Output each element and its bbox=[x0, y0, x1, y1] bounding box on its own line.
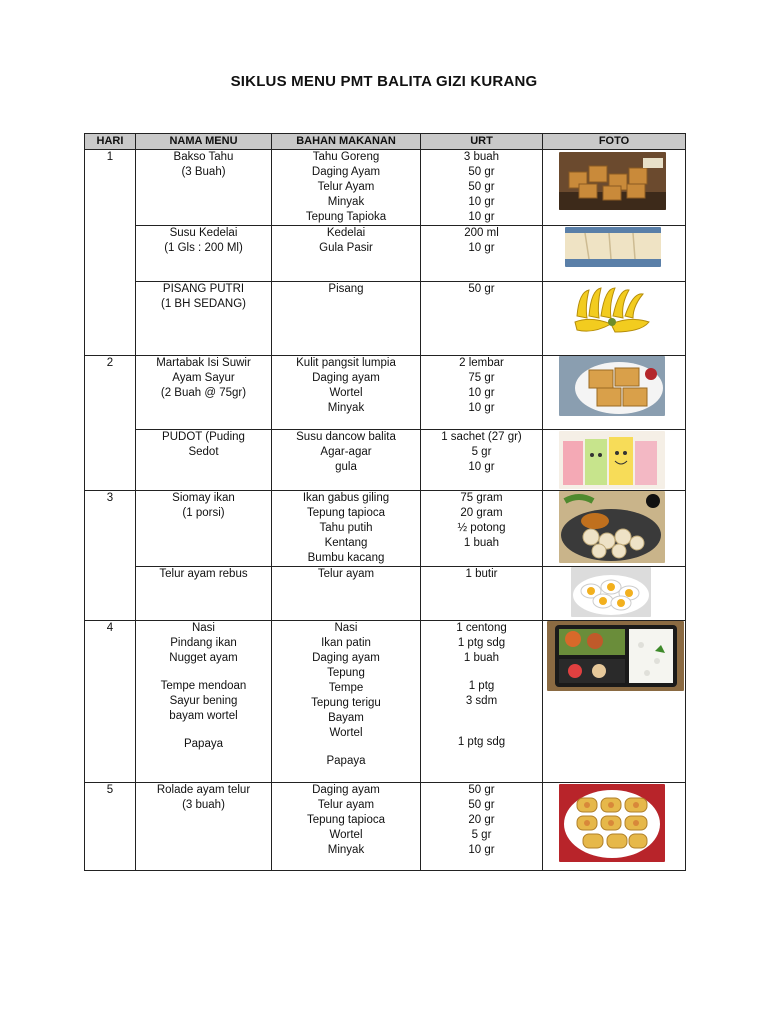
urt-cell bbox=[421, 491, 543, 567]
menu-name-line: Tempe mendoan bbox=[160, 680, 247, 692]
ingredient-line bbox=[274, 741, 418, 754]
urt-cell bbox=[421, 226, 543, 282]
ingredient-line: Telur ayam bbox=[317, 799, 375, 811]
menu-name-line: bayam wortel bbox=[169, 710, 238, 722]
urt-line: 1 sachet (27 gr) bbox=[441, 431, 522, 443]
ingredient-line: Daging ayam bbox=[312, 784, 380, 796]
menu-name-line: Telur ayam rebus bbox=[159, 568, 248, 580]
menu-name-line: Ayam Sayur bbox=[172, 372, 235, 384]
ingredient-line: Gula Pasir bbox=[319, 242, 373, 254]
urt-line: 1 ptg sdg bbox=[457, 637, 506, 649]
table-header-row bbox=[85, 134, 686, 150]
menu-name-line: (3 buah) bbox=[182, 799, 225, 811]
urt-line: 1 ptg sdg bbox=[457, 736, 506, 748]
urt-cell bbox=[421, 150, 543, 226]
menu-name-line: (2 Buah @ 75gr) bbox=[160, 387, 247, 399]
ingredient-line: Daging Ayam bbox=[311, 166, 381, 178]
ingredient-line: Wortel bbox=[329, 727, 363, 739]
ingredient-line: Bayam bbox=[328, 712, 364, 724]
ingredient-line: Tepung bbox=[327, 667, 365, 679]
ingredient-line: Susu dancow balita bbox=[296, 431, 396, 443]
ingredient-line: Tepung tapioca bbox=[306, 814, 385, 826]
photo-cell bbox=[543, 430, 686, 491]
photo-cell bbox=[543, 783, 686, 871]
urt-line: 10 gr bbox=[468, 461, 495, 473]
day-number: 5 bbox=[85, 783, 136, 871]
photo-cell bbox=[543, 621, 686, 783]
urt-line: 50 gr bbox=[468, 799, 495, 811]
urt-line bbox=[423, 666, 540, 679]
urt-line: 10 gr bbox=[468, 196, 495, 208]
menu-name-cell bbox=[136, 430, 272, 491]
menu-name-line: Susu Kedelai bbox=[169, 227, 238, 239]
urt-line: 5 gr bbox=[471, 829, 492, 841]
urt-line: 2 lembar bbox=[459, 357, 504, 369]
table-row bbox=[85, 282, 686, 356]
menu-name-line: (3 Buah) bbox=[181, 166, 226, 178]
ingredient-line: Tempe bbox=[328, 682, 364, 694]
ingredients-cell bbox=[272, 356, 421, 430]
menu-name-cell bbox=[136, 226, 272, 282]
menu-name-cell bbox=[136, 783, 272, 871]
urt-cell bbox=[421, 783, 543, 871]
photo-cell bbox=[543, 150, 686, 226]
table-row bbox=[85, 150, 686, 226]
fried-tofu-photo bbox=[559, 152, 666, 210]
ingredient-line: Minyak bbox=[327, 402, 365, 414]
ingredients-cell bbox=[272, 621, 421, 783]
table-row bbox=[85, 783, 686, 871]
urt-cell bbox=[421, 430, 543, 491]
day-number: 3 bbox=[85, 491, 136, 621]
ingredient-line: Telur ayam bbox=[317, 568, 375, 580]
urt-line: 10 gr bbox=[468, 844, 495, 856]
menu-name-line: Pindang ikan bbox=[170, 637, 237, 649]
menu-name-cell bbox=[136, 150, 272, 226]
menu-name-cell bbox=[136, 356, 272, 430]
bento-box-photo bbox=[547, 621, 684, 691]
rolade-photo bbox=[559, 784, 665, 862]
urt-line: 75 gr bbox=[468, 372, 495, 384]
ingredient-line: Telur Ayam bbox=[317, 181, 375, 193]
menu-name-line bbox=[138, 666, 269, 679]
menu-name-line: Bakso Tahu bbox=[173, 151, 234, 163]
ingredient-line: Papaya bbox=[326, 755, 366, 767]
menu-name-cell bbox=[136, 491, 272, 567]
menu-name-line: (1 BH SEDANG) bbox=[161, 298, 246, 310]
urt-line: 1 centong bbox=[456, 622, 507, 634]
menu-name-line: (1 Gls : 200 Ml) bbox=[164, 242, 243, 254]
table-row bbox=[85, 430, 686, 491]
ingredients-cell bbox=[272, 783, 421, 871]
ingredients-cell bbox=[272, 150, 421, 226]
urt-line: 3 sdm bbox=[465, 695, 498, 707]
menu-name-line: Rolade ayam telur bbox=[156, 784, 251, 796]
menu-name-line: Sedot bbox=[188, 446, 219, 458]
ingredient-line: Tepung tapioca bbox=[306, 507, 385, 519]
day-number: 2 bbox=[85, 356, 136, 491]
page-title: SIKLUS MENU PMT BALITA GIZI KURANG bbox=[230, 73, 538, 90]
table-row bbox=[85, 226, 686, 282]
urt-line: ½ potong bbox=[457, 522, 506, 534]
day-number: 1 bbox=[85, 150, 136, 356]
urt-cell bbox=[421, 567, 543, 621]
ingredient-line: Tepung Tapioka bbox=[305, 211, 387, 223]
ingredient-line: Wortel bbox=[329, 387, 363, 399]
ingredient-line: Wortel bbox=[329, 829, 363, 841]
urt-line: 10 gr bbox=[468, 211, 495, 223]
menu-name-cell bbox=[136, 282, 272, 356]
urt-line: 1 buah bbox=[463, 537, 500, 549]
menu-name-line bbox=[138, 724, 269, 737]
ingredient-line: Ikan gabus giling bbox=[302, 492, 390, 504]
urt-line: 50 gr bbox=[468, 283, 495, 295]
ingredients-cell bbox=[272, 491, 421, 567]
urt-line: 50 gr bbox=[468, 181, 495, 193]
urt-line: 50 gr bbox=[468, 784, 495, 796]
table-row bbox=[85, 491, 686, 567]
ingredient-line: Bumbu kacang bbox=[307, 552, 385, 564]
urt-line: 3 buah bbox=[463, 151, 500, 163]
ingredient-line: gula bbox=[335, 461, 357, 473]
urt-line bbox=[423, 722, 540, 735]
menu-name-line: Papaya bbox=[183, 738, 223, 750]
urt-line: 50 gr bbox=[468, 166, 495, 178]
soy-milk-photo bbox=[565, 227, 661, 267]
header-bahan-makanan: BAHAN MAKANAN bbox=[272, 134, 421, 150]
menu-name-line: Sayur bening bbox=[169, 695, 238, 707]
table-row bbox=[85, 356, 686, 430]
urt-line bbox=[423, 709, 540, 722]
header-foto: FOTO bbox=[543, 134, 686, 150]
ingredient-line: Minyak bbox=[327, 844, 365, 856]
martabak-photo bbox=[559, 356, 665, 416]
menu-name-line: PISANG PUTRI bbox=[162, 283, 245, 295]
ingredient-line: Ikan patin bbox=[321, 637, 371, 649]
ingredients-cell bbox=[272, 282, 421, 356]
menu-name-line: Siomay ikan bbox=[172, 492, 235, 504]
boiled-eggs-photo bbox=[571, 567, 651, 617]
urt-line: 20 gram bbox=[460, 507, 503, 519]
menu-name-line: (1 porsi) bbox=[182, 507, 225, 519]
menu-name-cell bbox=[136, 621, 272, 783]
photo-cell bbox=[543, 567, 686, 621]
ingredient-line: Tahu Goreng bbox=[312, 151, 380, 163]
menu-name-cell bbox=[136, 567, 272, 621]
header-nama-menu: NAMA MENU bbox=[136, 134, 272, 150]
urt-line: 1 buah bbox=[463, 652, 500, 664]
ingredient-line: Tepung terigu bbox=[311, 697, 381, 709]
urt-line: 1 butir bbox=[465, 568, 498, 580]
ingredient-line: Pisang bbox=[328, 283, 364, 295]
day-number: 4 bbox=[85, 621, 136, 783]
urt-cell bbox=[421, 621, 543, 783]
photo-cell bbox=[543, 491, 686, 567]
siomay-photo bbox=[559, 491, 665, 563]
ingredients-cell bbox=[272, 567, 421, 621]
ingredient-line: Nasi bbox=[334, 622, 358, 634]
ingredient-line: Kulit pangsit lumpia bbox=[296, 357, 396, 369]
header-urt: URT bbox=[421, 134, 543, 150]
urt-line: 20 gr bbox=[468, 814, 495, 826]
pudding-cups-photo bbox=[559, 431, 665, 489]
urt-cell bbox=[421, 282, 543, 356]
ingredient-line: Agar-agar bbox=[320, 446, 372, 458]
menu-name-line: PUDOT (Puding bbox=[162, 431, 245, 443]
banana-photo bbox=[571, 286, 653, 342]
menu-table bbox=[84, 133, 686, 871]
ingredient-line: Kentang bbox=[324, 537, 368, 549]
urt-line: 5 gr bbox=[471, 446, 492, 458]
menu-name-line: Nasi bbox=[191, 622, 215, 634]
ingredient-line: Tahu putih bbox=[319, 522, 373, 534]
urt-line: 200 ml bbox=[464, 227, 499, 239]
urt-line: 75 gram bbox=[460, 492, 503, 504]
photo-cell bbox=[543, 356, 686, 430]
urt-line: 10 gr bbox=[468, 387, 495, 399]
photo-cell bbox=[543, 226, 686, 282]
ingredients-cell bbox=[272, 430, 421, 491]
header-hari: HARI bbox=[85, 134, 136, 150]
table-row bbox=[85, 621, 686, 783]
table-row bbox=[85, 567, 686, 621]
ingredient-line: Minyak bbox=[327, 196, 365, 208]
urt-line: 10 gr bbox=[468, 242, 495, 254]
menu-name-line: Martabak Isi Suwir bbox=[156, 357, 251, 369]
ingredient-line: Kedelai bbox=[326, 227, 366, 239]
ingredients-cell bbox=[272, 226, 421, 282]
urt-cell bbox=[421, 356, 543, 430]
photo-cell bbox=[543, 282, 686, 356]
urt-line: 10 gr bbox=[468, 402, 495, 414]
ingredient-line: Daging ayam bbox=[312, 652, 380, 664]
menu-name-line: Nugget ayam bbox=[169, 652, 238, 664]
ingredient-line: Daging ayam bbox=[312, 372, 380, 384]
urt-line: 1 ptg bbox=[468, 680, 495, 692]
